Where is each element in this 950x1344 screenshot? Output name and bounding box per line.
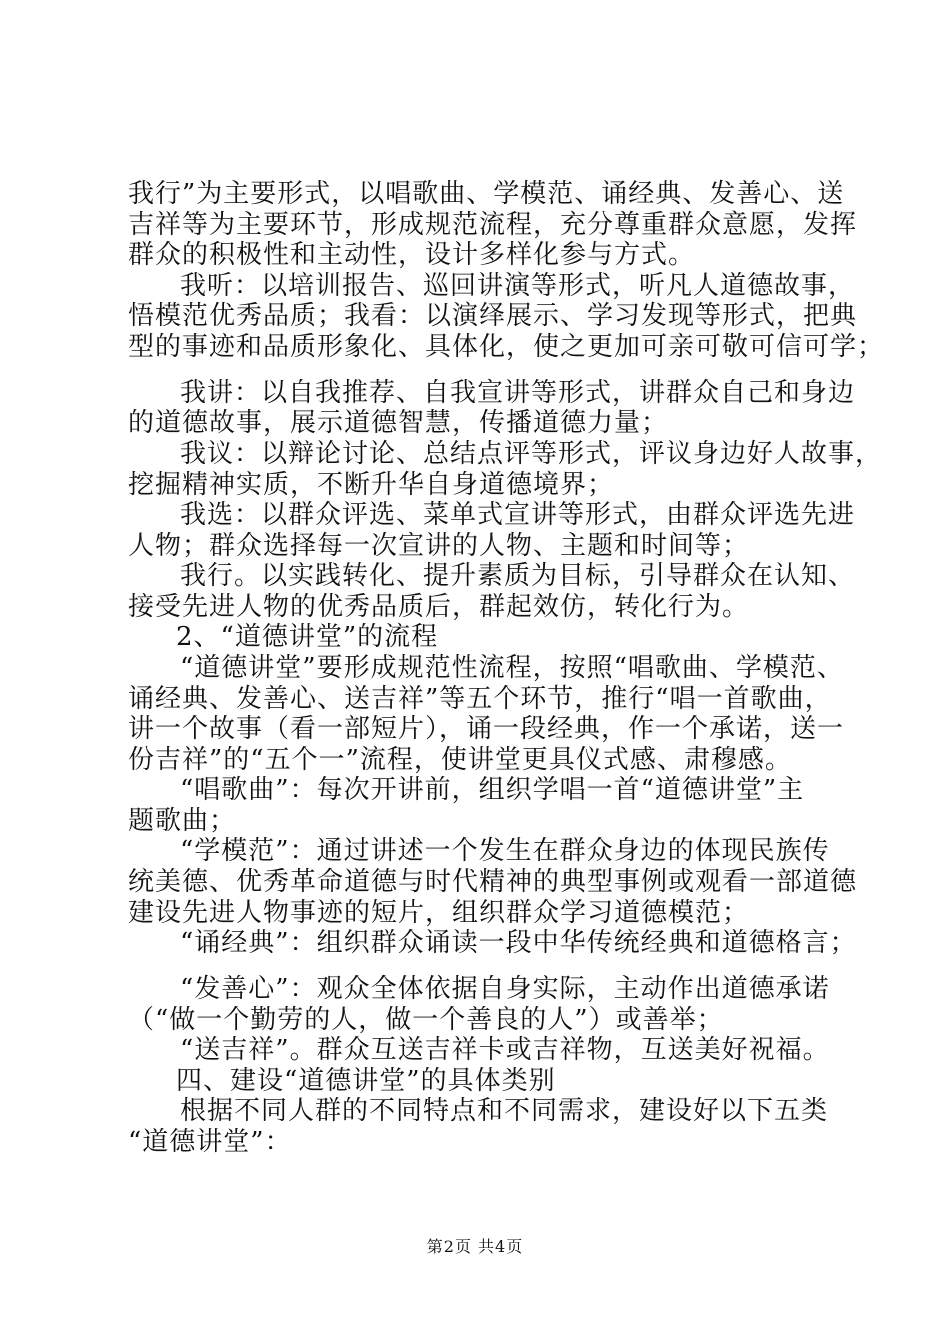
text-line: 统美德、优秀革命道德与时代精神的典型事例或观看一部道德 — [128, 867, 858, 897]
text-line: 讲一个故事（看一部短片），诵一段经典，作一个承诺，送一 — [128, 714, 845, 744]
text-line: 吉祥等为主要环节，形成规范流程，充分尊重群众意愿，发挥 — [128, 210, 858, 240]
text-line: “诵经典”：组织群众诵读一段中华传统经典和道德格言； — [180, 928, 857, 958]
text-line: （“做一个勤劳的人，做一个善良的人”）或善举； — [128, 1005, 724, 1035]
text-line: “学模范”：通过讲述一个发生在群众身边的体现民族传 — [180, 836, 830, 866]
text-line: 我选：以群众评选、菜单式宣讲等形式，由群众评选先进 — [180, 500, 856, 530]
text-line: “唱歌曲”：每次开讲前，组织学唱一首“道德讲堂”主 — [180, 775, 805, 805]
text-line: 挖掘精神实质，不断升华自身道德境界； — [128, 470, 615, 500]
text-line: 我行”为主要形式，以唱歌曲、学模范、诵经典、发善心、送 — [128, 179, 845, 209]
text-line: 我听：以培训报告、巡回讲演等形式，听凡人道德故事， — [180, 271, 856, 301]
text-line: 人物；群众选择每一次宣讲的人物、主题和时间等； — [128, 531, 750, 561]
text-line: “发善心”：观众全体依据自身实际，主动作出道德承诺 — [180, 974, 830, 1004]
text-line: “道德讲堂”要形成规范性流程，按照“唱歌曲、学模范、 — [180, 653, 844, 683]
text-line: 的道德故事，展示道德智慧，传播道德力量； — [128, 408, 669, 438]
text-line: 题歌曲； — [128, 806, 237, 836]
text-line: 接受先进人物的优秀品质后，群起效仿，转化行为。 — [128, 592, 750, 622]
section-heading: 四、建设“道德讲堂”的具体类别 — [176, 1066, 556, 1096]
text-line: 群众的积极性和主动性，设计多样化参与方式。 — [128, 240, 696, 270]
text-line: 根据不同人群的不同特点和不同需求，建设好以下五类 — [180, 1096, 829, 1126]
page-footer: 第2页 共4页 — [426, 1237, 524, 1256]
section-heading: 2、“道德讲堂”的流程 — [176, 622, 439, 652]
text-line: 建设先进人物事迹的短片，组织群众学习道德模范； — [128, 898, 750, 928]
text-line: 诵经典、发善心、送吉祥”等五个环节，推行“唱一首歌曲， — [128, 684, 832, 714]
text-line: 我讲：以自我推荐、自我宣讲等形式，讲群众自己和身边 — [180, 378, 856, 408]
text-line: 我行。以实践转化、提升素质为目标，引导群众在认知、 — [180, 561, 856, 591]
text-line: 悟模范优秀品质；我看：以演绎展示、学习发现等形式，把典 — [128, 301, 858, 331]
text-line: “送吉祥”。群众互送吉祥卡或吉祥物，互送美好祝福。 — [180, 1035, 830, 1065]
text-line: “道德讲堂”： — [128, 1127, 292, 1157]
text-line: 型的事迹和品质形象化、具体化，使之更加可亲可敬可信可学； — [128, 332, 885, 362]
text-line: 我议：以辩论讨论、总结点评等形式，评议身边好人故事， — [180, 439, 883, 469]
text-line: 份吉祥”的“五个一”流程，使讲堂更具仪式感、肃穆感。 — [128, 745, 792, 775]
